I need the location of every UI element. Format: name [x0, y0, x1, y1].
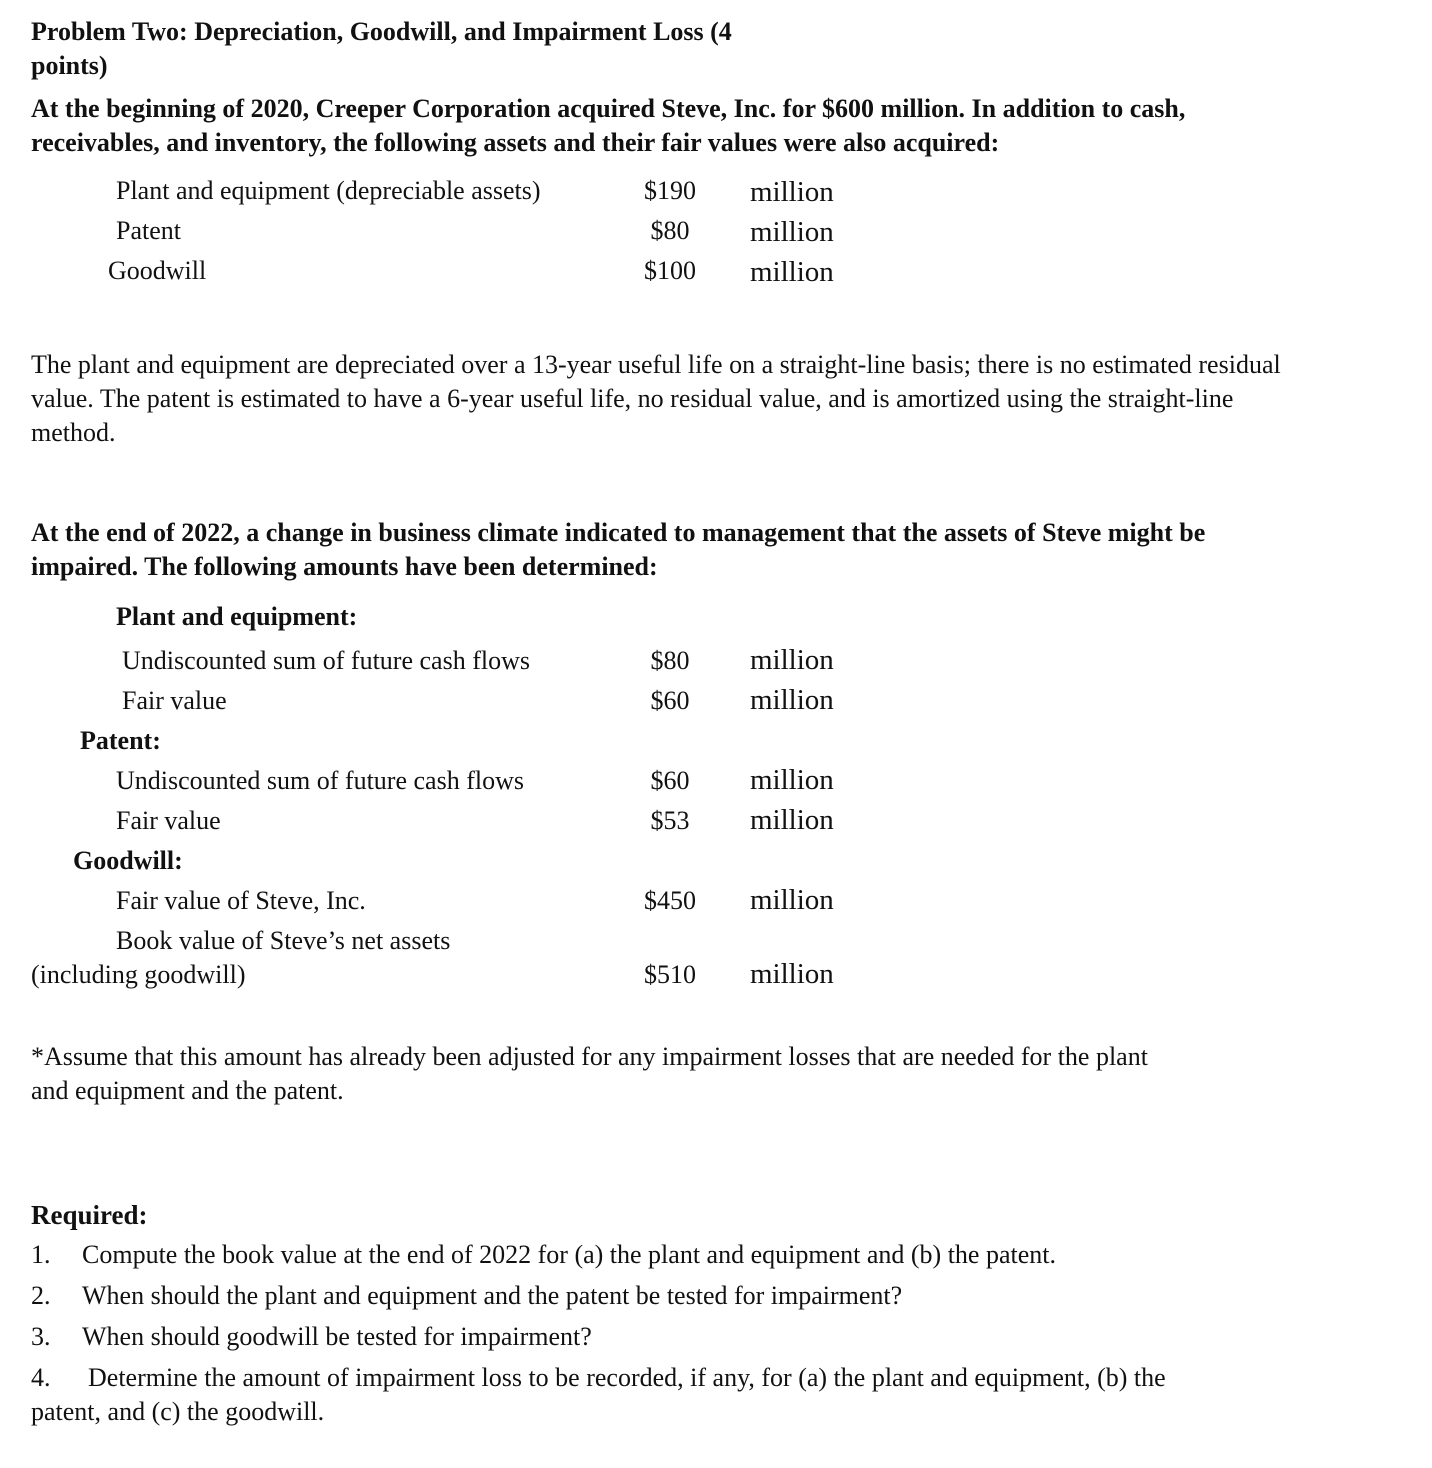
required-item-number: 4.	[31, 1363, 51, 1392]
acquired-unit: million	[750, 256, 834, 288]
goodwill-fair-value-unit: million	[750, 884, 834, 916]
acquired-label: Plant and equipment (depreciable assets)	[116, 176, 541, 205]
plant-row-amount: $80	[650, 646, 690, 675]
plant-row-label: Undiscounted sum of future cash flows	[122, 646, 530, 675]
goodwill-book-value-amount: $510	[644, 960, 696, 989]
acquired-unit: million	[750, 176, 834, 208]
required-item-text: Determine the amount of impairment loss to be recorded, if any, for (a) the plant and equipment, (b) the	[88, 1363, 1166, 1392]
plant-heading: Plant and equipment:	[116, 602, 358, 631]
note-line1: *Assume that this amount has already been adjusted for any impairment losses that are needed for the plant	[31, 1042, 1148, 1071]
required-item-text-continuation: patent, and (c) the goodwill.	[31, 1397, 325, 1426]
plant-row-amount: $60	[650, 686, 690, 715]
note-line2: and equipment and the patent.	[31, 1076, 344, 1105]
required-item-number: 1.	[31, 1240, 51, 1269]
required-item-number: 3.	[31, 1322, 51, 1351]
acquired-amount: $80	[650, 216, 690, 245]
problem-title-line1: Problem Two: Depreciation, Goodwill, and Impairment Loss (4	[31, 17, 732, 46]
goodwill-book-value-label-line1: Book value of Steve’s net assets	[116, 926, 451, 955]
acquired-amount: $100	[644, 256, 696, 285]
patent-heading: Patent:	[80, 726, 161, 755]
required-heading: Required:	[31, 1200, 148, 1230]
depreciation-line1: The plant and equipment are depreciated over a 13-year useful life on a straight-line basis; there is no estimated residual	[31, 350, 1281, 379]
patent-row-amount: $60	[650, 766, 690, 795]
goodwill-book-value-label-line2: (including goodwill)	[31, 960, 246, 989]
required-item-text: When should the plant and equipment and the patent be tested for impairment?	[82, 1281, 903, 1310]
acquired-label: Goodwill	[108, 256, 207, 285]
depreciation-line2: value. The patent is estimated to have a 6-year useful life, no residual value, and is amortized using the straight-line	[31, 384, 1234, 413]
goodwill-fair-value-amount: $450	[644, 886, 696, 915]
plant-row-label: Fair value	[122, 686, 227, 715]
intro-line1: At the beginning of 2020, Creeper Corporation acquired Steve, Inc. for $600 million. In addition to cash,	[31, 94, 1186, 123]
intro-line2: receivables, and inventory, the following assets and their fair values were also acquired:	[31, 128, 1000, 157]
plant-row-unit: million	[750, 644, 834, 676]
goodwill-heading: Goodwill:	[73, 846, 183, 875]
acquired-label: Patent	[116, 216, 181, 245]
patent-row-label: Fair value	[116, 806, 221, 835]
required-item-text: When should goodwill be tested for impairment?	[82, 1322, 592, 1351]
acquired-unit: million	[750, 216, 834, 248]
impairment-intro-line2: impaired. The following amounts have been determined:	[31, 552, 658, 581]
plant-row-unit: million	[750, 684, 834, 716]
patent-row-unit: million	[750, 764, 834, 796]
goodwill-fair-value-label: Fair value of Steve, Inc.	[116, 886, 366, 915]
acquired-amount: $190	[644, 176, 696, 205]
required-item-number: 2.	[31, 1281, 51, 1310]
patent-row-label: Undiscounted sum of future cash flows	[116, 766, 524, 795]
problem-title-line2: points)	[31, 51, 108, 80]
goodwill-book-value-unit: million	[750, 958, 834, 990]
required-item-text: Compute the book value at the end of 2022 for (a) the plant and equipment and (b) the patent.	[82, 1240, 1056, 1269]
patent-row-amount: $53	[650, 806, 690, 835]
patent-row-unit: million	[750, 804, 834, 836]
depreciation-line3: method.	[31, 418, 116, 447]
impairment-intro-line1: At the end of 2022, a change in business climate indicated to management that the assets of Steve might be	[31, 518, 1206, 547]
